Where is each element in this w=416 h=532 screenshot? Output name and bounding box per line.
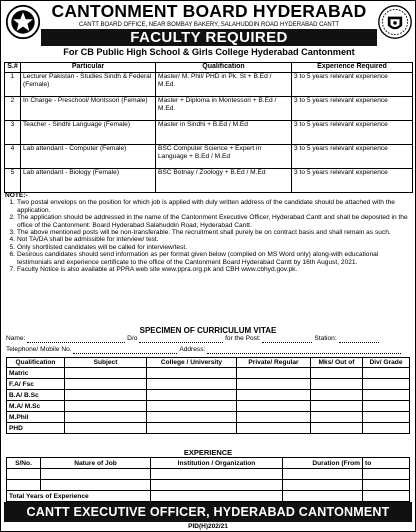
cell[interactable] — [283, 491, 363, 502]
table-row — [5, 121, 413, 145]
note-item — [5, 244, 411, 251]
post-label: for the Post: — [225, 335, 261, 342]
qual-level: B.A/ B.Sc — [7, 390, 65, 401]
row-experience: 3 to 5 years relevant experience — [292, 121, 413, 145]
cell[interactable] — [363, 368, 410, 379]
cell[interactable] — [363, 412, 410, 423]
table-row — [5, 73, 413, 97]
row-experience: 3 to 5 years relevant experience — [292, 145, 413, 169]
post-field[interactable] — [262, 336, 312, 343]
cell[interactable] — [65, 401, 147, 412]
col-institution: Institution / Organization — [151, 458, 283, 469]
note-item — [5, 266, 411, 273]
row-qualification: Master in Sindhi + B.Ed / M.Ed — [156, 121, 292, 145]
cell[interactable] — [237, 368, 311, 379]
cell[interactable] — [237, 379, 311, 390]
note-item — [5, 251, 411, 266]
note-item — [5, 229, 411, 236]
address-field[interactable] — [207, 347, 401, 354]
note-text: Faculty Notice is also available at PPRA web site www.ppra.org.pk and CBH www.cbhyd.gov.pk. — [17, 266, 298, 274]
note-number: 1. — [9, 199, 15, 207]
note-number: 5. — [9, 243, 15, 251]
cell[interactable] — [363, 469, 410, 480]
cell[interactable] — [7, 480, 41, 491]
jobs-table — [4, 62, 413, 193]
note-text: The above mentioned posts will be non-transferable. The recruitment shall purely be on contract basis and shall remain as such. — [17, 229, 391, 237]
row-qualification: Master/ M. Phil/ PHD in Pk. St + B.Ed / M.Ed. — [156, 73, 292, 97]
cell[interactable] — [237, 412, 311, 423]
col-nature-of-job: Nature of Job — [41, 458, 151, 469]
cell[interactable] — [363, 401, 410, 412]
note-text: Only shortlisted candidates will be called for interview/test. — [17, 243, 188, 251]
cell[interactable] — [237, 401, 311, 412]
table-row — [7, 469, 410, 480]
col-qualification: Qualification — [156, 63, 292, 73]
note-number: 2. — [9, 214, 15, 222]
experience-table-header — [7, 458, 410, 469]
note-item — [5, 199, 411, 214]
qual-level: M.A/ M.Sc — [7, 401, 65, 412]
table-row — [7, 491, 410, 502]
table-row — [7, 401, 410, 412]
pid-number: PID(H)202/21 — [188, 523, 228, 530]
note-text: Two postal envelops on the position for which job is applied with duly written address of the candidate should be attached with the application. — [17, 199, 395, 214]
total-experience-label: Total Years of Experience — [7, 491, 151, 502]
row-experience: 3 to 5 years relevant experience — [292, 97, 413, 121]
qual-level: F.A/ Fsc — [7, 379, 65, 390]
row-sno: 1 — [5, 73, 21, 97]
cell[interactable] — [65, 390, 147, 401]
note-item — [5, 214, 411, 229]
pakistan-emblem-icon — [377, 4, 413, 40]
cell[interactable] — [283, 469, 363, 480]
col-experience: Experience Required — [292, 63, 413, 73]
cell[interactable] — [237, 423, 311, 434]
phone-label: Telephone/ Mobile No. — [6, 346, 72, 353]
address-label: Address: — [179, 346, 206, 353]
col-sno: S/No. — [7, 458, 41, 469]
header — [1, 1, 416, 59]
cell[interactable] — [311, 401, 363, 412]
cell[interactable] — [311, 368, 363, 379]
col-qualification: Qualification — [7, 358, 65, 368]
table-row — [5, 169, 413, 193]
jobs-table-header — [5, 63, 413, 73]
row-qualification: Master + Diploma in Montessori + B.Ed / M.Ed. — [156, 97, 292, 121]
cell[interactable] — [147, 379, 237, 390]
note-text: The application should be addressed in the name of the Cantonment Executive Officer, Hyderabad Cantt and shall be deposited in the office of the Cantonment: Board Hyderabad Salahuddin Road, Hyderabad Cantt. — [17, 214, 408, 229]
col-college: College / University — [147, 358, 237, 368]
cell[interactable] — [363, 423, 410, 434]
row-sno: 5 — [5, 169, 21, 193]
qualification-table — [6, 357, 410, 434]
row-particular: Lab attendant - Biology (Female) — [21, 169, 156, 193]
cell[interactable] — [65, 412, 147, 423]
cell[interactable] — [65, 423, 147, 434]
cell[interactable] — [311, 423, 363, 434]
cell[interactable] — [147, 423, 237, 434]
row-particular: Teacher - Sindhi Language (Female) — [21, 121, 156, 145]
note-text: Not TA/DA shall be admissible for interview/ test. — [17, 236, 159, 244]
experience-title: EXPERIENCE — [183, 448, 233, 457]
row-particular: Lab attendant - Computer (Female) — [21, 145, 156, 169]
name-label: Name: — [6, 335, 26, 342]
dob-field[interactable] — [139, 336, 223, 343]
qual-level: Matric — [7, 368, 65, 379]
cell[interactable] — [151, 480, 283, 491]
cell[interactable] — [283, 480, 363, 491]
qual-level: M.Phil — [7, 412, 65, 423]
col-marks: Mks/ Out of — [311, 358, 363, 368]
cell[interactable] — [151, 491, 283, 502]
note-text: Desirous candidates should send information as per format given below (complied on MS Word only) along-with educational testimonials and experience certificate to the office of the Cantonment Board Hyderabad Cantt by 16th August, 2021. — [17, 251, 379, 266]
page-title: CANTONMENT BOARD HYDERABAD — [51, 1, 367, 21]
cell[interactable] — [147, 401, 237, 412]
phone-field[interactable] — [73, 347, 177, 354]
row-sno: 2 — [5, 97, 21, 121]
col-division: Div/ Grade — [363, 358, 410, 368]
row-experience: 3 to 5 years relevant experience — [292, 169, 413, 193]
col-sno: S.# — [5, 63, 21, 73]
cell[interactable] — [363, 390, 410, 401]
qualification-table-header — [7, 358, 410, 368]
table-row — [7, 423, 410, 434]
note-number: 7. — [9, 266, 15, 274]
cell[interactable] — [65, 379, 147, 390]
page-subtitle: For CB Public High School & Girls College Hyderabad Cantonment — [63, 47, 355, 57]
cv-name-row — [6, 335, 410, 343]
cell[interactable] — [147, 412, 237, 423]
cell[interactable] — [65, 368, 147, 379]
col-duration-from: Duration (From — [283, 458, 363, 469]
col-private-regular: Private/ Regular — [237, 358, 311, 368]
footer-banner: CANTT EXECUTIVE OFFICER, HYDERABAD CANTONMENT — [4, 502, 412, 522]
dob-label: D/o — [127, 335, 138, 342]
table-row — [5, 97, 413, 121]
col-particular: Particular — [21, 63, 156, 73]
office-address: CANTT BOARD OFFICE, NEAR BOMBAY BAKERY, SALAHUDDIN ROAD HYDERABAD CANTT — [78, 22, 340, 28]
cell[interactable] — [311, 379, 363, 390]
note-number: 6. — [9, 251, 15, 259]
cell[interactable] — [147, 368, 237, 379]
row-qualification: BSC Computer Science + Expert in Language + B.Ed / M.Ed — [156, 145, 292, 169]
note-number: 4. — [9, 236, 15, 244]
table-row — [7, 390, 410, 401]
cv-title: SPECIMEN OF CURRICULUM VITAE — [139, 326, 277, 335]
row-particular: Lecturer Pakistan - Studies Sindh & Federal (Female) — [21, 73, 156, 97]
name-field[interactable] — [27, 336, 125, 343]
table-row — [7, 480, 410, 491]
note-item — [5, 236, 411, 243]
cell[interactable] — [41, 469, 151, 480]
notes-section — [5, 192, 411, 273]
experience-table — [6, 457, 410, 502]
cantonment-emblem-icon — [5, 4, 41, 40]
cell[interactable] — [363, 480, 410, 491]
station-field[interactable] — [339, 336, 379, 343]
table-row — [5, 145, 413, 169]
qual-level: PHD — [7, 423, 65, 434]
cell[interactable] — [7, 469, 41, 480]
table-row — [7, 379, 410, 390]
table-row — [7, 412, 410, 423]
station-label: Station: — [314, 335, 337, 342]
row-particular: In Charge - Preschool/ Montssori (Female) — [21, 97, 156, 121]
cell[interactable] — [311, 412, 363, 423]
cell[interactable] — [311, 390, 363, 401]
cell[interactable] — [147, 390, 237, 401]
row-experience: 3 to 5 years relevant experience — [292, 73, 413, 97]
note-number: 3. — [9, 229, 15, 237]
cell[interactable] — [363, 379, 410, 390]
cell[interactable] — [151, 469, 283, 480]
cell[interactable] — [237, 390, 311, 401]
notes-heading: NOTE:- — [5, 192, 28, 199]
col-subject: Subject — [65, 358, 147, 368]
table-row — [7, 368, 410, 379]
faculty-required-banner: FACULTY REQUIRED — [41, 29, 377, 46]
row-qualification: BSC Botnay / Zoology + B.Ed / M.Ed — [156, 169, 292, 193]
cell[interactable] — [363, 491, 410, 502]
cv-contact-row — [6, 346, 410, 354]
cell[interactable] — [41, 480, 151, 491]
row-sno: 4 — [5, 145, 21, 169]
row-sno: 3 — [5, 121, 21, 145]
col-duration-to: to — [363, 458, 410, 469]
